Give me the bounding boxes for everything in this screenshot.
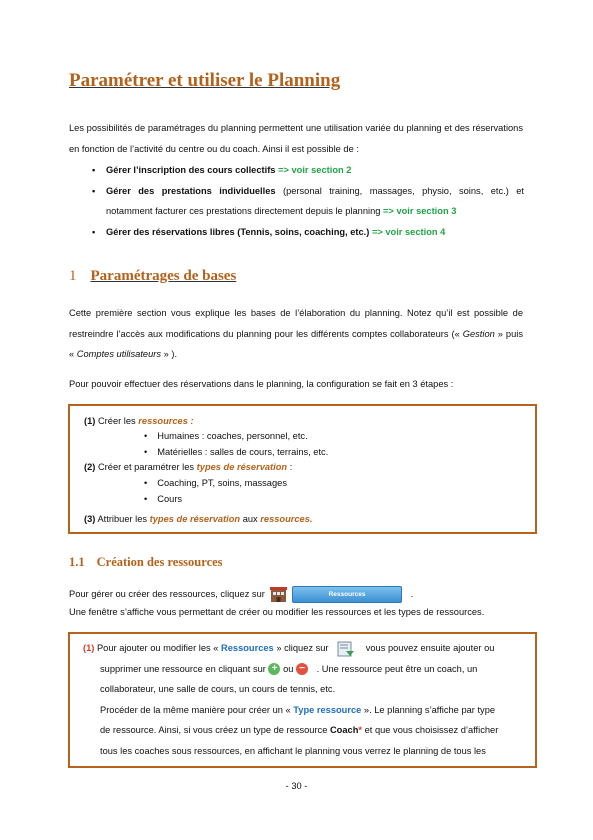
list-item: • Gérer l’inscription des cours collectifs => voir section 2 — [92, 160, 524, 181]
box-line: Procéder de la même manière pour créer un « Type ressource ». Le planning s’affiche par type — [100, 704, 496, 715]
section-link[interactable]: => voir section 4 — [371, 226, 446, 237]
resources-instruction: Pour gérer ou créer des ressources, cliquez sur Ressources . — [69, 584, 539, 605]
list-item: • Humaines : coaches, personnel, etc. — [144, 431, 308, 441]
resources-box-text — [83, 638, 525, 761]
add-icon[interactable]: + — [268, 663, 280, 675]
step-2-list — [144, 475, 287, 507]
box-line: tous les coaches sous ressources, en affichant le planning vous verrez le planning de tous les — [100, 745, 486, 756]
section-link[interactable]: => voir section 3 — [383, 206, 457, 216]
resources-window-note: Une fenêtre s’affiche vous permettant de créer ou modifier les ressources et les types de ressources. — [69, 607, 485, 617]
section-heading: 1 Paramétrages de bases — [69, 268, 237, 284]
resources-box — [68, 632, 537, 768]
steps-intro: Pour pouvoir effectuer des réservations dans le planning, la configuration se fait en 3 étapes : — [69, 379, 454, 389]
page-number: - 30 - — [285, 781, 308, 791]
step-1-list — [144, 428, 328, 460]
box-line: (1) Pour ajouter ou modifier les « Ressources » cliquez sur vous pouvez ensuite ajouter ou — [83, 638, 525, 659]
step-3: (3) Attribuer les types de réservation aux ressources. — [84, 514, 313, 524]
list-item: • Cours — [144, 494, 183, 504]
list-item: • Coaching, PT, soins, massages — [144, 478, 287, 488]
list-item: • Matérielles : salles de cours, terrains, etc. — [144, 447, 329, 457]
remove-icon[interactable]: − — [296, 663, 308, 675]
feature-list — [92, 160, 524, 242]
section-link[interactable]: => voir section 2 — [278, 165, 352, 175]
building-icon[interactable] — [270, 586, 287, 603]
page-title: Paramétrer et utiliser le Planning — [69, 70, 341, 91]
steps-box — [68, 404, 537, 534]
box-line: supprimer une ressource en cliquant sur + ou − . Une ressource peut être un coach, un — [100, 663, 478, 675]
list-item: • Gérer des prestations individuelles (personal training, massages, physio, soins, etc.) et notamment facturer ces prestations directement depuis le planning => voir section 3 — [92, 181, 524, 222]
intro-paragraph: Les possibilités de paramétrages du planning permettent une utilisation variée du planning et des réservations en fonction de l’activité du centre ou du coach. Ainsi il est possible de : — [69, 123, 523, 154]
list-item: • Gérer des réservations libres (Tennis, soins, coaching, etc.) => voir section 4 — [92, 222, 524, 243]
step-1: (1) Créer les ressources : — [84, 416, 194, 426]
section-paragraph: Cette première section vous explique les bases de l’élaboration du planning. Notez qu’il est possible de restreindre l’accès aux modifications du planning pour les différents comptes collaborateurs (« Gestion » puis « Comptes utilisateurs » ). — [69, 308, 523, 359]
box-line: collaborateur, une salle de cours, un cours de tennis, etc. — [100, 684, 336, 694]
subsection-heading: 1.1 Création des ressources — [69, 555, 223, 569]
box-line: de ressource. Ainsi, si vous créez un type de ressource Coach* et que vous choisissez d’afficher — [100, 725, 499, 735]
step-2: (2) Créer et paramétrer les types de réservation : — [84, 462, 293, 472]
ressources-button[interactable]: Ressources — [292, 586, 402, 603]
edit-resources-icon[interactable] — [337, 641, 355, 657]
